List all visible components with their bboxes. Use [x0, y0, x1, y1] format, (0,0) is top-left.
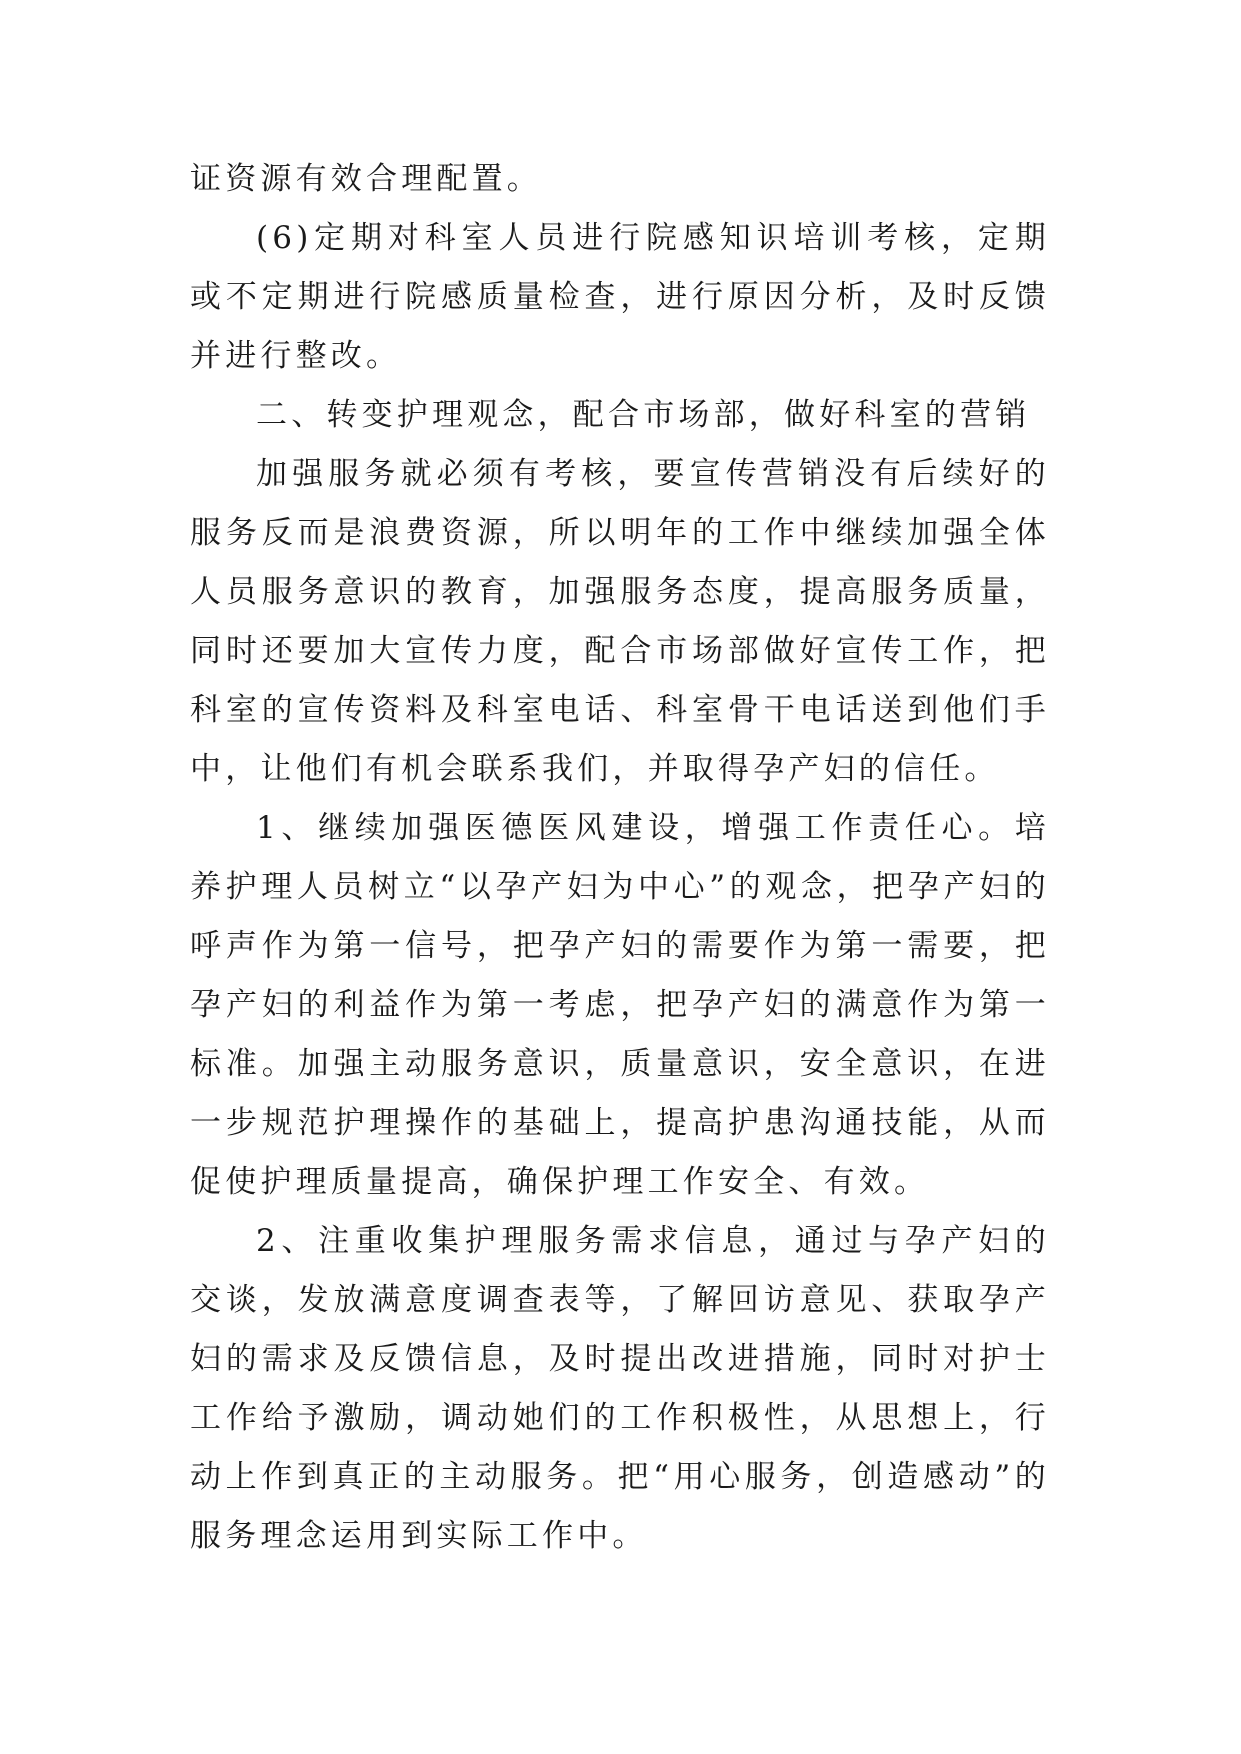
- paragraph-item-6: (6)定期对科室人员进行院感知识培训考核，定期或不定期进行院感质量检查，进行原因分析，及时反馈并进行整改。: [190, 220, 1050, 374]
- paragraph-item-2: 2、注重收集护理服务需求信息，通过与孕产妇的交谈，发放满意度调查表等，了解回访意见、获取孕产妇的需求及反馈信息，及时提出改进措施，同时对护士工作给予激励，调动她们的工作积极性，从思想上，行动上作到真正的主动服务。把“用心服务，创造感动”的服务理念运用到实际工作中。: [190, 1223, 1050, 1554]
- paragraph-item-1: 1、继续加强医德医风建设，增强工作责任心。培养护理人员树立“以孕产妇为中心”的观念，把孕产妇的呼声作为第一信号，把孕产妇的需要作为第一需要，把孕产妇的利益作为第一考虑，把孕产妇的满意作为第一标准。加强主动服务意识，质量意识，安全意识，在进一步规范护理操作的基础上，提高护患沟通技能，从而促使护理质量提高，确保护理工作安全、有效。: [190, 810, 1050, 1200]
- document-body: [190, 150, 1050, 1566]
- section-heading-2: 二、转变护理观念，配合市场部，做好科室的营销: [256, 397, 1031, 433]
- paragraph-service-assessment: 加强服务就必须有考核，要宣传营销没有后续好的服务反而是浪费资源，所以明年的工作中继续加强全体人员服务意识的教育，加强服务态度，提高服务质量，同时还要加大宣传力度，配合市场部做好宣传工作，把科室的宣传资料及科室电话、科室骨干电话送到他们手中，让他们有机会联系我们，并取得孕产妇的信任。: [190, 456, 1050, 787]
- paragraph-continuation: 证资源有效合理配置。: [190, 161, 542, 197]
